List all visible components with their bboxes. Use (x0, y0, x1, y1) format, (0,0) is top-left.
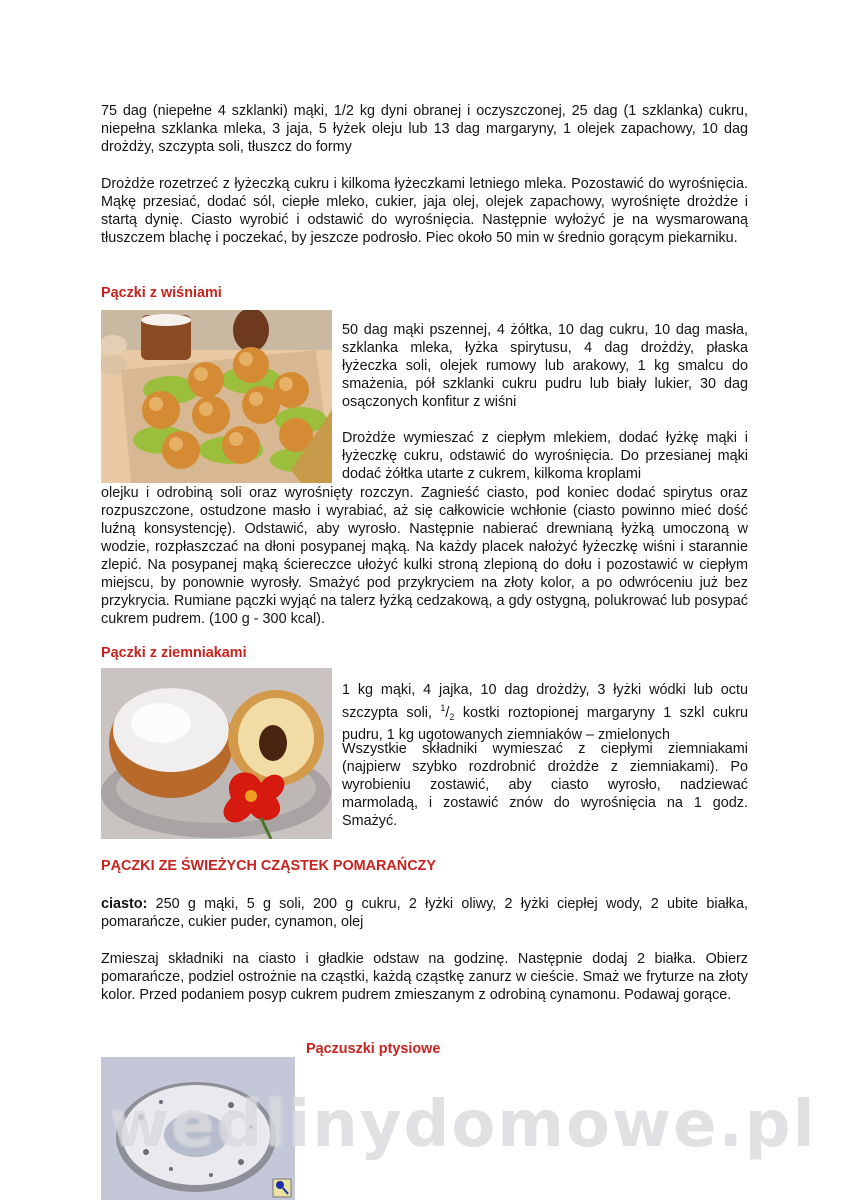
wisnie-method-full: olejku i odrobiną soli oraz wyrośnięty rozczyn. Zagnieść ciasto, pod koniec dodać spirytus oraz rozpuszczone, ostudzone masło i wyrabiać, aż się całkowicie wchłonie (ciasto powinno mieć dość luźną konsystencję). Odstawić, aby wyrosło. Następnie nabierać drewnianą łyżką umoczoną w wodzie, rozpłaszczać na dłoni posypanej mąką. Na każdy placek nałożyć łyżeczkę wiśni i starannie zlepić. Na posypanej mąką ściereczce ułożyć kulki stroną zlepioną do dołu i pozostawić w ciepłym miejscu, by ponownie wyrosły. Smażyć pod przykryciem na złoty kolor, a po odwróceniu już bez przykrycia. Rumiane pączki wyjąć na talerz łyżką cedzakową, a gdy ostygną, polukrować lub posypać cukrem pudrem. (100 g - 300 kcal). (101, 485, 748, 627)
intro-ingredients: 75 dag (niepełne 4 szklanki) mąki, 1/2 kg dyni obranej i oczyszczonej, 25 dag (1 szklanka) cukru, niepełna szklanka mleka, 3 jaja, 5 łyżek oleju lub 13 dag margaryny, 1 olejek zapachowy, 10 dag drożdży, szczypta soli, tłuszcz do formy (101, 103, 748, 155)
ciasto-label: ciasto: (101, 896, 148, 912)
ziemniaki-ingredients-b: kostki roztopionej margaryny 1 szkl cukru pudru, 1 kg ugotowanych ziemniaków – zmielonych (342, 705, 748, 743)
choux-ring-photo (101, 1057, 295, 1200)
donuts-cherries-photo (101, 310, 332, 483)
pomarancze-ingredients (101, 895, 748, 931)
fraction-numerator: 1 (440, 703, 446, 713)
ziemniaki-method: Wszystkie składniki wymieszać z ciepłymi ziemniakami (najpierw szybko rozdrobnić drożdże z ziemniakami). Po wyrobieniu zostawić, aby ciasto wyrosło, nadziewać marmoladą, i zostawić znów do wyrośnięcia na 1 godz. Smażyć. (342, 741, 748, 829)
wisnie-title: Pączki z wiśniami (101, 285, 222, 301)
wisnie-method-side: Drożdże wymieszać z ciepłym mlekiem, dodać łyżkę mąki i łyżeczkę cukru, odstawić do wyrośnięcia. Do przesianej mąki dodać żółtka utarte z cukrem, kilkoma kroplami (342, 430, 748, 482)
ziemniaki-ingredients-a: 1 kg mąki, 4 jajka, 10 dag drożdży, 3 łyżki wódki lub octu szczypta soli, (342, 682, 748, 721)
ziemniaki-title: Pączki z ziemniakami (101, 645, 247, 661)
pomarancze-ingredients-text: 250 g mąki, 5 g soli, 200 g cukru, 2 łyżki oliwy, 2 łyżki ciepłej wody, 2 ubite białka, pomarańcze, cukier puder, cynamon, olej (101, 896, 749, 930)
watermark: wedlinydomowe.pl (110, 1088, 817, 1162)
ziemniaki-ingredients: 1 kg mąki, 4 jajka, 10 dag drożdży, 3 łyżki wódki lub octu szczypta soli, $^1/_2$ kostki roztopionej margaryny 1 szkl cukru pudru, 1 kg ugotowanych ziemniaków – zmielonych (342, 682, 748, 743)
pomarancze-method: Zmieszaj składniki na ciasto i gładkie odstaw na godzinę. Następnie dodaj 2 białka. Obierz pomarańcze, podziel ostrożnie na cząstki, każdą cząstkę zanurz w cieście. Smaż we fryturze na złoty kolor. Przed podaniem posyp cukrem pudrem zmieszanym z odrobiną cynamonu. Podawaj gorące. (101, 951, 748, 1003)
fraction-denominator: 2 (449, 712, 455, 722)
pomarancze-title: PĄCZKI ZE ŚWIEŻYCH CZĄSTEK POMARAŃCZY (101, 858, 436, 874)
donut-potato-photo (101, 668, 332, 839)
wisnie-ingredients: 50 dag mąki pszennej, 4 żółtka, 10 dag cukru, 10 dag masła, szklanka mleka, łyżka spirytusu, 4 dag drożdży, płaska łyżeczka soli, olejek rumowy lub arakowy, 1 kg smalcu do smażenia, pół szklanki cukru pudru lub biały lukier, 30 dag osączonych konfitur z wiśni (342, 322, 748, 410)
ptysiowe-title: Pączuszki ptysiowe (306, 1041, 441, 1057)
intro-method: Drożdże rozetrzeć z łyżeczką cukru i kilkoma łyżeczkami letniego mleka. Pozostawić do wyrośnięcia. Mąkę przesiać, dodać sól, ciepłe mleko, cukier, jaja olej, olejek zapachowy, wyrośnięte drożdże i startą dynię. Ciasto wyrobić i odstawić do wyrośnięcia. Następnie wyłożyć je na wysmarowaną tłuszczem blachę i poczekać, by jeszcze podrosło. Piec około 50 min w średnio gorącym piekarniku. (101, 176, 748, 246)
